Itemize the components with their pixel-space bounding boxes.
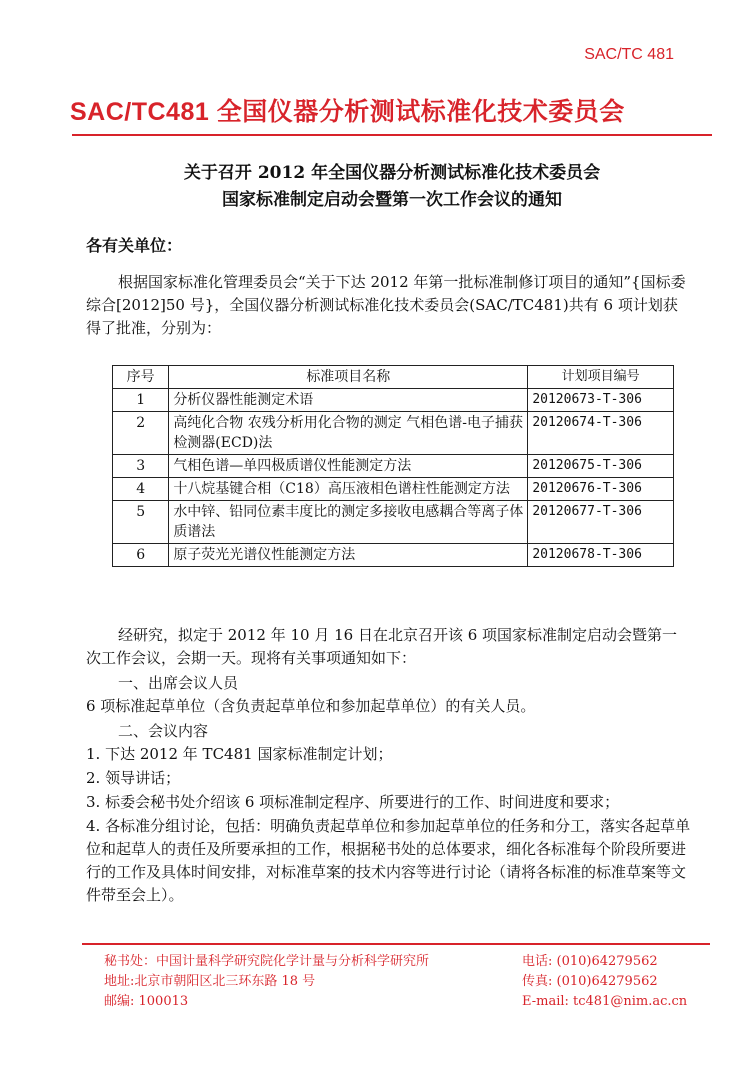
footer-contact-right <box>522 952 687 1012</box>
meeting-paragraph: 经研究，拟定于 2012 年 10 月 16 日在北京召开该 6 项国家标准制定启动会暨第一次工作会议，会期一天。现将有关事项通知如下： <box>86 626 678 667</box>
table-row <box>113 501 674 544</box>
project-code: 20120674-T-306 <box>528 412 674 455</box>
document-code: SAC/TC 481 <box>584 46 674 63</box>
footer-postcode: 邮编: 100013 <box>104 994 189 1009</box>
project-code: 20120678-T-306 <box>528 544 674 567</box>
project-name: 十八烷基键合相（C18）高压液相色谱柱性能测定方法 <box>169 478 528 501</box>
agenda-item-3: 3. 标委会秘书处介绍该 6 项标准制定程序、所要进行的工作、时间进度和要求； <box>86 793 620 811</box>
notice-title-line-1: 关于召开 2012 年全国仪器分析测试标准化技术委员会 <box>183 163 601 183</box>
agenda-item-1: 1. 下达 2012 年 TC481 国家标准制定计划； <box>86 745 393 763</box>
table-row <box>113 389 674 412</box>
table-row <box>113 544 674 567</box>
project-code: 20120677-T-306 <box>528 501 674 544</box>
salutation: 各有关单位： <box>86 236 183 255</box>
agenda-item-2: 2. 领导讲话； <box>86 769 181 787</box>
footer-address: 地址:北京市朝阳区北三环东路 18 号 <box>104 974 316 989</box>
header-divider <box>72 134 712 136</box>
footer-phone: 电话: (010)64279562 <box>522 954 658 969</box>
section-1-text: 6 项标准起草单位（含负责起草单位和参加起草单位）的有关人员。 <box>86 697 536 715</box>
section-1-title: 一、出席会议人员 <box>118 674 239 692</box>
row-number: 6 <box>113 544 169 567</box>
organization-title: SAC/TC481 全国仪器分析测试标准化技术委员会 <box>70 98 625 126</box>
project-name: 水中锌、铅同位素丰度比的测定多接收电感耦合等离子体质谱法 <box>169 501 528 544</box>
column-header-code: 计划项目编号 <box>528 366 674 389</box>
section-2-title: 二、会议内容 <box>118 722 209 740</box>
row-number: 4 <box>113 478 169 501</box>
row-number: 3 <box>113 455 169 478</box>
row-number: 2 <box>113 412 169 455</box>
row-number: 1 <box>113 389 169 412</box>
standards-plan-table <box>112 365 674 567</box>
footer-fax: 传真: (010)64279562 <box>522 974 658 989</box>
project-name: 气相色谱—单四极质谱仪性能测定方法 <box>169 455 528 478</box>
project-code: 20120673-T-306 <box>528 389 674 412</box>
intro-paragraph: 根据国家标准化管理委员会“关于下达 2012 年第一批标准制修订项目的通知”{国标委综合[2012]50 号}，全国仪器分析测试标准化技术委员会(SAC/TC481)共有 6 项计划获得了批准，分别为： <box>86 273 686 337</box>
footer-secretariat: 秘书处：中国计量科学研究院化学计量与分析科学研究所 <box>104 954 430 969</box>
footer-divider <box>82 943 710 945</box>
project-code: 20120675-T-306 <box>528 455 674 478</box>
project-code: 20120676-T-306 <box>528 478 674 501</box>
project-name: 高纯化合物 农残分析用化合物的测定 气相色谱-电子捕获检测器(ECD)法 <box>169 412 528 455</box>
column-header-name: 标准项目名称 <box>169 366 528 389</box>
table-row <box>113 478 674 501</box>
agenda-item-4: 4. 各标准分组讨论，包括：明确负责起草单位和参加起草单位的任务和分工，落实各起草单位和起草人的责任及所要承担的工作，根据秘书处的总体要求，细化各标准每个阶段所要进行的工作及具体时间安排，对标准草案的技术内容等进行讨论（请将各标准的标准草案等文件带至会上）。 <box>86 817 691 904</box>
project-name: 原子荧光光谱仪性能测定方法 <box>169 544 528 567</box>
table-header-row <box>113 366 674 389</box>
footer-contact-left <box>104 952 429 1012</box>
notice-title-line-2: 国家标准制定启动会暨第一次工作会议的通知 <box>222 190 562 210</box>
table-row <box>113 412 674 455</box>
footer-email[interactable]: E-mail: tc481@nim.ac.cn <box>522 994 688 1009</box>
row-number: 5 <box>113 501 169 544</box>
column-header-no: 序号 <box>113 366 169 389</box>
table-row <box>113 455 674 478</box>
project-name: 分析仪器性能测定术语 <box>169 389 528 412</box>
